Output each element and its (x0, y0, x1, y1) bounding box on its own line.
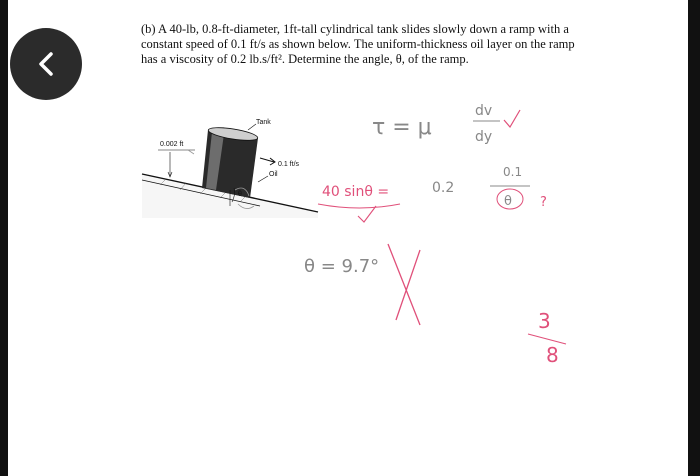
equation-mid: 0.2 (432, 180, 455, 196)
oil-label: Oil (269, 171, 278, 178)
equation-lhs: 40 sinθ = (322, 184, 390, 200)
problem-statement: (b) A 40-lb, 0.8-ft-diameter, 1ft-tall cylindrical tank slides slowly down a ramp with a constant speed of 0.1 ft/s as shown below. The uniform-thickness oil layer on the ramp has a viscosity of 0.2 lb.s/ft². Determine the angle, θ, of the ramp. (141, 22, 575, 66)
underline-mark (318, 204, 400, 208)
speed-label: 0.1 ft/s (278, 161, 300, 168)
gap-label: 0.002 ft (160, 141, 184, 148)
dv-text: dv (475, 103, 493, 119)
fraction-numerator: 0.1 (503, 165, 523, 179)
tank-label: Tank (256, 119, 271, 126)
grade-denominator: 8 (546, 343, 559, 367)
dy-text: dy (475, 129, 493, 145)
grade-numerator: 3 (538, 309, 551, 333)
cross-mark-icon (388, 244, 420, 325)
checkmark-icon (504, 110, 520, 127)
fraction-denominator: θ (504, 194, 512, 209)
angle-label: θ (238, 191, 242, 198)
question-mark: ? (540, 195, 547, 210)
result-text: θ = 9.7° (304, 256, 380, 277)
shear-formula-lhs: τ = μ (372, 115, 432, 140)
